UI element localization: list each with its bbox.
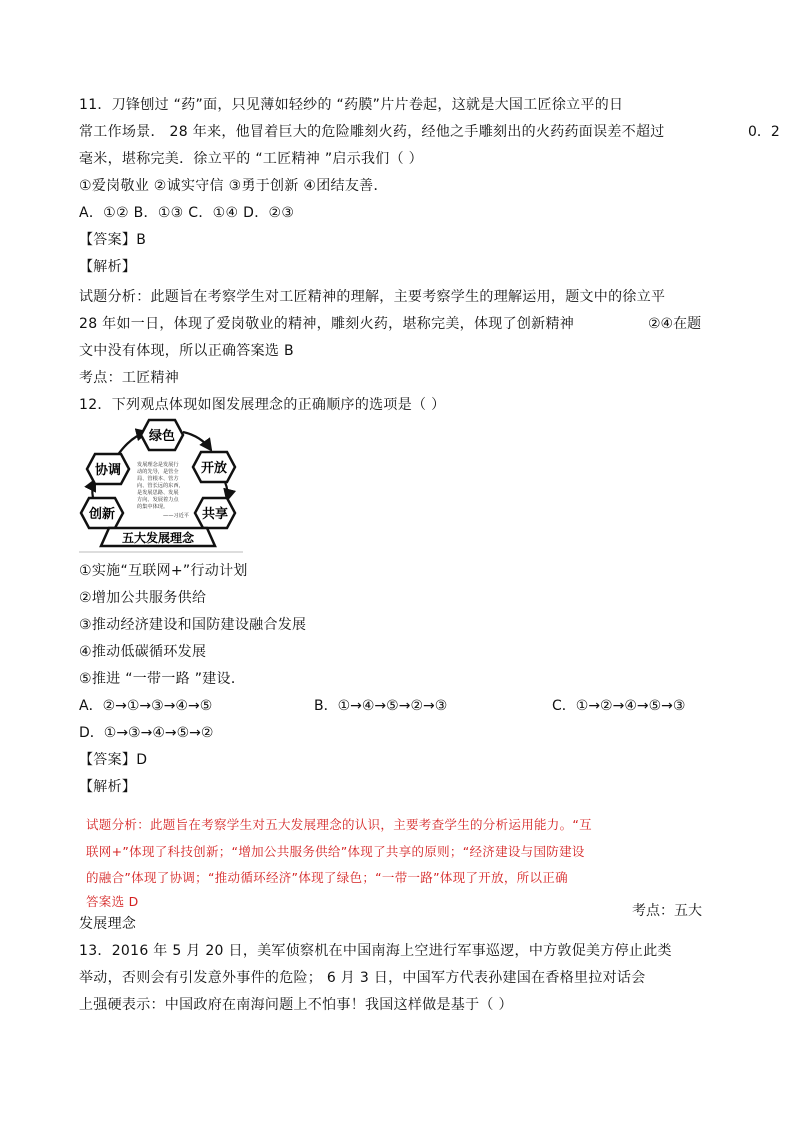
q12-analysis-red-line2: 联网+”体现了科技创新；“增加公共服务供给”体现了共享的原则；“经济建设与国防建设: [86, 844, 585, 859]
node-xietiao: [87, 454, 129, 484]
q11-stem-line3: 毫米，堪称完美．徐立平的 “工匠精神 ”启示我们（ ）: [79, 151, 423, 167]
quote-line: 是发展思路、发展: [137, 490, 179, 496]
q13-stem-line2: 举动，否则会有引发意外事件的危险； 6 月 3 日，中国军方代表孙建国在香格里拉对话会: [79, 970, 646, 986]
q12-analysis-red-line1: 试题分析：此题旨在考察学生对五大发展理念的认识，主要考查学生的分析运用能力。“互: [86, 817, 592, 832]
q11-stem-line2-tail: 0．2: [748, 124, 780, 140]
q11-kaodian: 考点：工匠精神: [79, 370, 180, 386]
quote-line: 向、管长远的东西，: [137, 483, 184, 489]
quote-line: 方向、发展着力点: [137, 497, 179, 503]
q12-option-b: B．①→④→⑤→②→③: [314, 698, 448, 714]
q12-item-4: ④推动低碳循环发展: [79, 644, 207, 660]
q11-analysis-label: 【解析】: [79, 259, 137, 275]
q12-analysis-red-line3: 的融合”体现了协调；“推动循环经济”体现了绿色；“一带一路”体现了开放，所以正确: [86, 870, 568, 885]
arrow-lvse-kaifang: [183, 432, 211, 450]
quote-line: 的集中体现。: [137, 504, 169, 510]
q11-analysis-line1: 试题分析：此题旨在考察学生对工匠精神的理解，主要考察学生的理解运用，题文中的徐立平: [79, 289, 666, 305]
q11-options: A．①② B．①③ C．①④ D．②③: [79, 205, 295, 221]
q12-item-3: ③推动经济建设和国防建设融合发展: [79, 617, 307, 633]
five-development-concepts-diagram: [79, 418, 243, 554]
q12-option-a: A．②→①→③→④→⑤: [79, 698, 213, 714]
quote-signature: ——习近平: [163, 513, 189, 519]
q11-choices: ①爱岗敬业 ②诚实守信 ③勇于创新 ④团结友善．: [79, 178, 388, 194]
q11-analysis-line2: 28 年如一日，体现了爱岗敬业的精神，雕刻火药，堪称完美，体现了创新精神: [79, 316, 575, 332]
node-label: 开放: [200, 461, 228, 476]
q11-answer: 【答案】B: [79, 232, 147, 248]
q11-analysis-line2-tail: ②④在题: [648, 316, 702, 332]
q12-item-5: ⑤推进 “一带一路 ”建设．: [79, 671, 246, 687]
node-label: 共享: [201, 507, 229, 522]
q12-kaodian-right: 考点：五大: [632, 903, 702, 919]
q11-stem-line1: 11．刀锋刨过 “药”面，只见薄如轻纱的 “药膜”片片卷起，这就是大国工匠徐立平的日: [79, 97, 624, 113]
node-gongxiang: [195, 498, 235, 528]
q12-kaodian-left: 发展理念: [79, 916, 137, 932]
q12-analysis-red-line4: 答案选 D: [86, 894, 139, 909]
center-quote: [137, 460, 189, 519]
quote-line: 发展理念是发展行: [137, 462, 179, 468]
node-chuangxin: [81, 498, 123, 528]
q12-answer: 【答案】D: [79, 752, 148, 768]
q11-analysis-line3: 文中没有体现，所以正确答案选 B: [79, 343, 294, 359]
node-lvse: [141, 420, 183, 450]
node-label: 绿色: [148, 429, 176, 444]
quote-line: 动的先导，是管全: [137, 469, 179, 475]
q13-stem-line3: 上强硬表示：中国政府在南海问题上不怕事！我国这样做是基于（ ）: [79, 997, 513, 1013]
q12-option-c: C．①→②→④→⑤→③: [552, 698, 686, 714]
quote-line: 局、管根本、管方: [137, 476, 179, 482]
node-label: 协调: [94, 463, 122, 478]
banner-text: 五大发展理念: [121, 531, 195, 545]
q12-option-d: D．①→③→④→⑤→②: [79, 725, 214, 741]
q11-stem-line2: 常工作场景． 28 年来，他冒着巨大的危险雕刻火药，经他之手雕刻出的火药药面误差不超过: [79, 124, 665, 140]
node-kaifang: [193, 452, 235, 482]
diagram-banner: [101, 528, 215, 546]
q12-stem: 12．下列观点体现如图发展理念的正确顺序的选项是（ ）: [79, 397, 446, 413]
q12-item-2: ②增加公共服务供给: [79, 590, 207, 606]
q12-item-1: ①实施“互联网+”行动计划: [79, 563, 248, 579]
node-label: 创新: [88, 507, 116, 522]
q12-analysis-label: 【解析】: [79, 779, 137, 795]
q13-stem-line1: 13．2016 年 5 月 20 日，美军侦察机在中国南海上空进行军事巡逻，中方敦促美方停止此类: [79, 943, 672, 959]
